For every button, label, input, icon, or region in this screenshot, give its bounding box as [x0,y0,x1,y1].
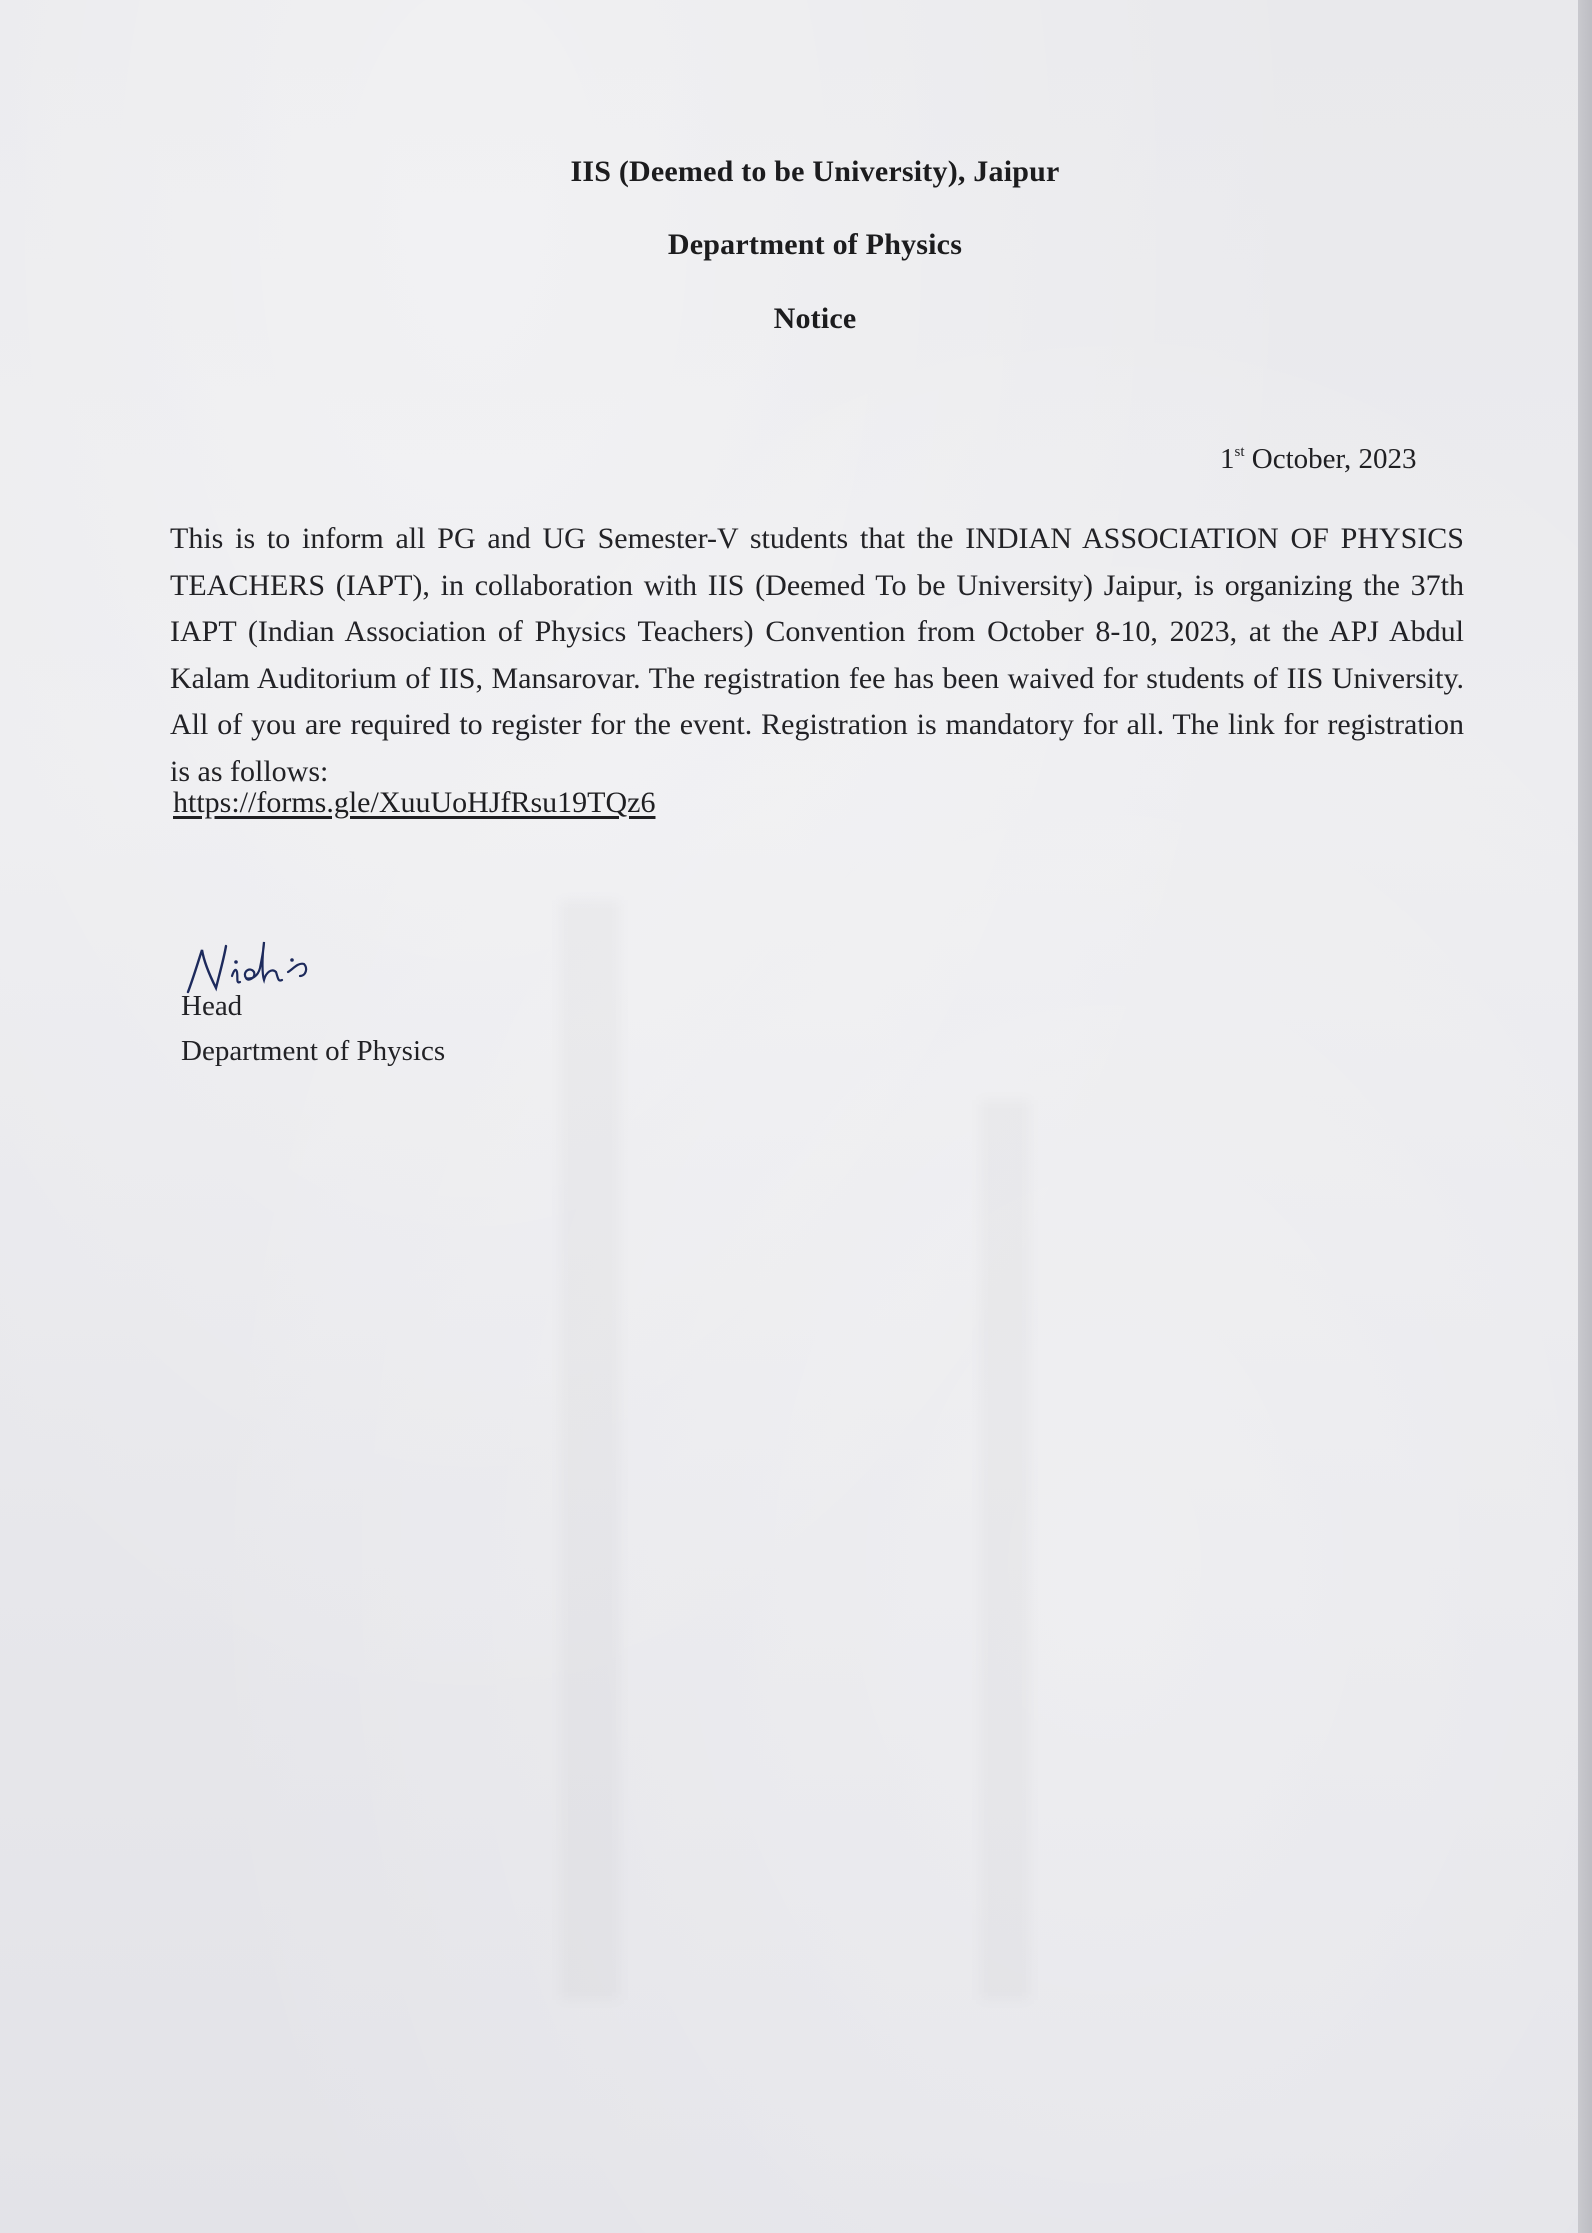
signatory-role: Head [181,990,243,1022]
notice-date [1220,443,1417,476]
paper-fold-shadow [560,900,620,2000]
notice-title: Notice [773,302,857,335]
signatory-department: Department of Physics [181,1035,446,1067]
department-heading: Department of Physics [667,228,963,261]
paper-fold-shadow [980,1100,1030,2000]
date-ordinal-suffix: st [1234,444,1245,460]
date-month-year: October, 2023 [1244,443,1417,475]
paper-edge-shadow [1578,0,1592,2233]
date-day: 1 [1220,443,1235,475]
institution-heading: IIS (Deemed to be University), Jaipur [570,155,1060,188]
notice-body: This is to inform all PG and UG Semester-V students that the INDIAN ASSOCIATION OF PHYSICS TEACHERS (IAPT), in collaboration with IIS (Deemed To be University) Jaipur, is organizing the 37th IAPT (Indian Association of Physics Teachers) Convention from October 8-10, 2023, at the APJ Abdul Kalam Auditorium of IIS, Mansarovar. The registration fee has been waived for students of IIS University. All of you are required to register for the event. Registration is mandatory for all. The link for registration is as follows: [170,522,1464,788]
registration-link[interactable]: https://forms.gle/XuuUoHJfRsu19TQz6 [173,786,656,819]
